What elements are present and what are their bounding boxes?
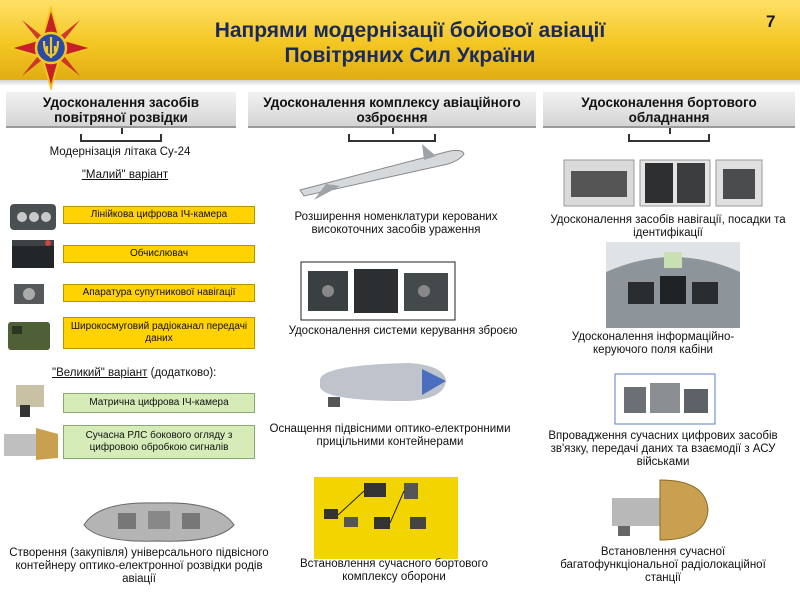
radar-station-caption: Встановлення сучасної багатофункціональної радіолокаційної станції (560, 546, 766, 584)
aircraft-label: Модернізація літака Су-24 (49, 146, 191, 158)
navigation-units-image (563, 159, 763, 207)
targeting-pods-caption: Оснащення підвісними оптико-електронними прицільними контейнерами (269, 423, 511, 448)
guided-missile-image (296, 138, 468, 204)
item-radio-link: Широкосмуговий радіоканал передачі даних (63, 317, 255, 349)
navigation-caption: Удосконалення засобів навігації, посадки та ідентифікації (550, 214, 786, 239)
cockpit-caption: Удосконалення інформаційно-керуючого поля кабіни (571, 331, 735, 356)
item-side-looking-radar: Сучасна РЛС бокового огляду з цифровою обробкою сигналів (63, 425, 255, 459)
missiles-caption: Розширення номенклатури керованих високоточних засобів ураження (294, 211, 498, 236)
right-heading-connector (628, 134, 710, 142)
computer-unit-image (8, 236, 60, 272)
ir-line-camera-image (8, 198, 60, 234)
recon-pod-image (78, 495, 240, 547)
defense-complex-image (314, 477, 458, 559)
weapon-control-caption: Удосконалення системи керування зброєю (288, 325, 518, 337)
communications-caption: Впровадження сучасних цифрових засобів зв'язку, передачі даних та взаємодії з АСУ військами (548, 430, 778, 468)
communications-image (614, 373, 716, 425)
column-heading-avionics: Удосконалення бортового обладнання (543, 92, 795, 128)
radio-link-unit-image (4, 316, 56, 354)
page-title (150, 18, 670, 68)
page-number: 7 (766, 12, 776, 31)
weapon-control-system-image (300, 261, 456, 321)
matrix-ir-camera-image (6, 381, 52, 421)
targeting-pod-image (318, 357, 450, 409)
satnav-unit-image (8, 276, 52, 310)
column-heading-armament: Удосконалення комплексу авіаційного озброєння (248, 92, 536, 128)
big-variant-note: (додатково): (150, 367, 217, 379)
title-line-2: Повітряних Сил України (284, 44, 536, 67)
item-satnav: Апаратура супутникової навігації (63, 284, 255, 302)
title-line-1: Напрями модернізації бойової авіації (214, 19, 606, 42)
defense-complex-caption: Встановлення сучасного бортового комплексу оборони (299, 558, 489, 583)
left-heading-connector (80, 134, 162, 142)
side-looking-radar-image (0, 424, 62, 464)
big-variant-line (52, 367, 262, 380)
item-computer: Обчислювач (63, 245, 255, 263)
small-variant-label: "Малий" варіант (81, 169, 169, 181)
big-variant-label: "Великий" варіант (52, 367, 148, 379)
cockpit-image (606, 242, 740, 328)
item-matrix-ir-camera: Матрична цифрова ІЧ-камера (63, 393, 255, 413)
item-ir-line-camera: Лінійкова цифрова ІЧ-камера (63, 206, 255, 224)
air-force-emblem (8, 6, 94, 90)
radar-station-image (610, 476, 710, 544)
recon-pod-caption: Створення (закупівля) універсального підвісного контейнеру оптико-електронної розвідки родів авіації (9, 547, 269, 585)
column-heading-reconnaissance: Удосконалення засобів повітряної розвідки (6, 92, 236, 128)
